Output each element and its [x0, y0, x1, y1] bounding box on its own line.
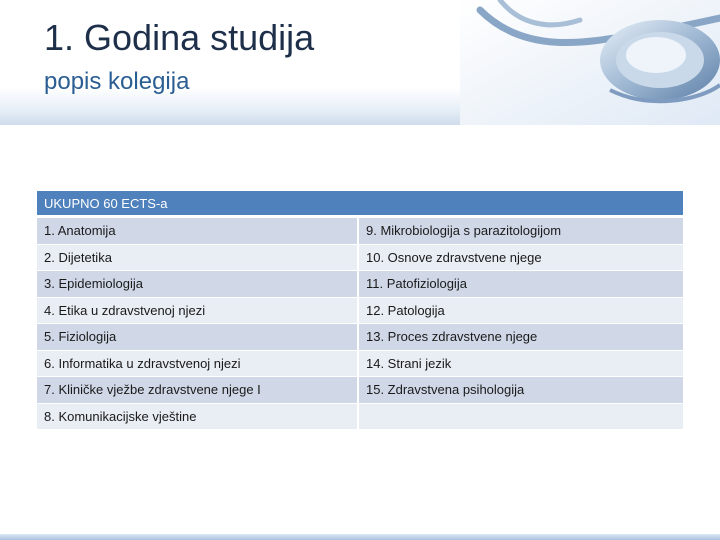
header-banner	[0, 0, 720, 125]
table-row	[37, 376, 683, 403]
table-header: UKUPNO 60 ECTS-a	[37, 191, 683, 217]
slide-subtitle: popis kolegija	[44, 68, 190, 95]
table-cell: 10. Osnove zdravstvene njege	[359, 244, 683, 271]
table-cell: 3. Epidemiologija	[37, 270, 359, 297]
stethoscope-image	[460, 0, 720, 125]
table-cell: 2. Dijetetika	[37, 244, 359, 271]
table-cell: 15. Zdravstvena psihologija	[359, 376, 683, 403]
course-table	[37, 191, 683, 429]
table-cell: 6. Informatika u zdravstvenoj njezi	[37, 350, 359, 377]
table-row	[37, 350, 683, 377]
table-cell: 11. Patofiziologija	[359, 270, 683, 297]
table-row	[37, 244, 683, 271]
table-cell: 13. Proces zdravstvene njege	[359, 323, 683, 350]
table-row	[37, 323, 683, 350]
table-row	[37, 403, 683, 430]
slide-title: 1. Godina studija	[44, 17, 315, 58]
table-cell	[359, 403, 683, 430]
table-cell: 7. Kliničke vježbe zdravstvene njege I	[37, 376, 359, 403]
table-row	[37, 297, 683, 324]
table-cell: 9. Mikrobiologija s parazitologijom	[359, 217, 683, 244]
table-cell: 14. Strani jezik	[359, 350, 683, 377]
table-cell: 8. Komunikacijske vještine	[37, 403, 359, 430]
table-cell: 5. Fiziologija	[37, 323, 359, 350]
table-cell: 12. Patologija	[359, 297, 683, 324]
table-cell: 4. Etika u zdravstvenoj njezi	[37, 297, 359, 324]
table-cell: 1. Anatomija	[37, 217, 359, 244]
footer-band	[0, 534, 720, 540]
table-row	[37, 217, 683, 244]
table-row	[37, 270, 683, 297]
